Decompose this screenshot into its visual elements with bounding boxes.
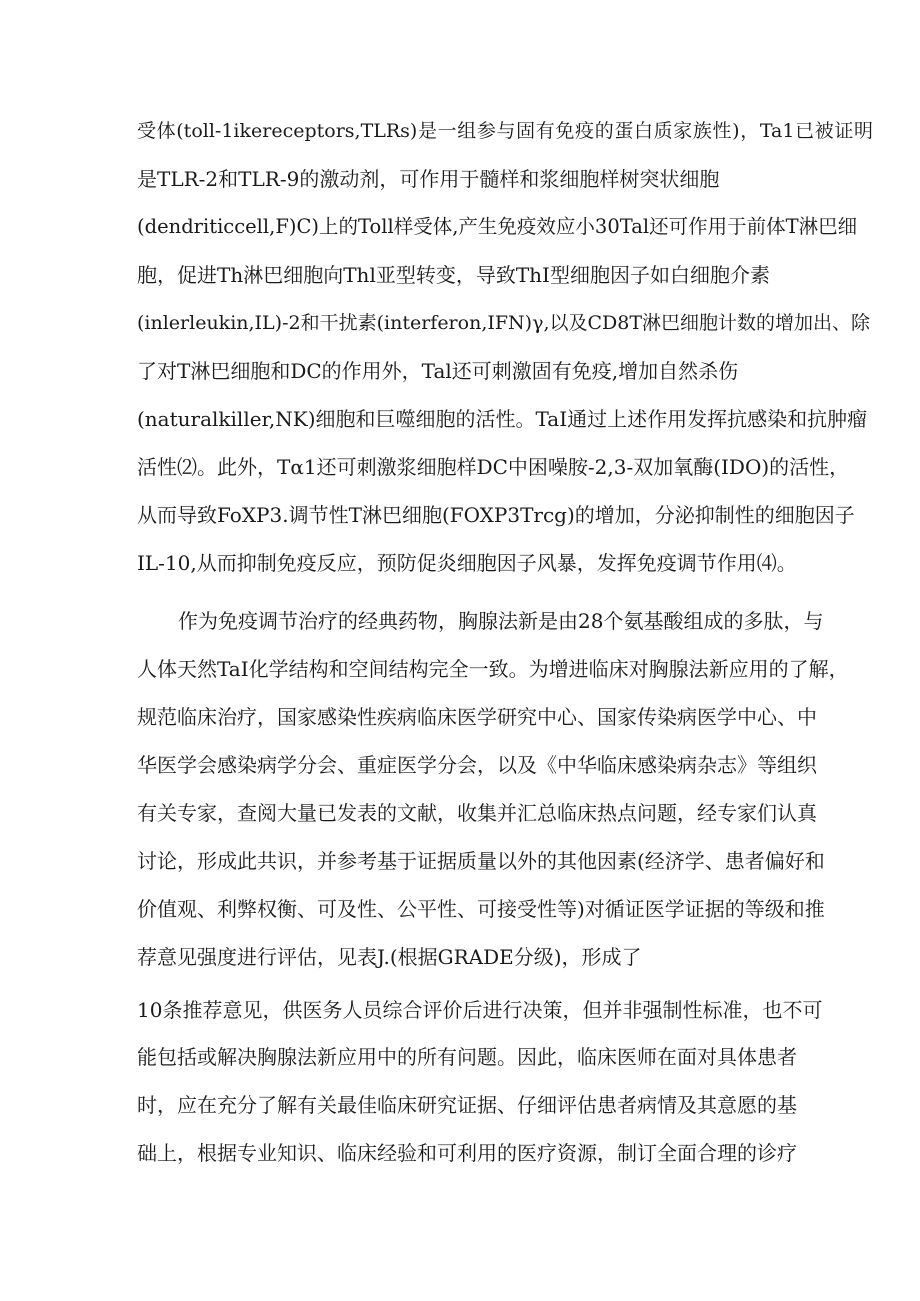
text-line: IL-10,从而抑制免疫反应，预防促炎细胞因子风暴，发挥免疫调节作用⑷。 bbox=[137, 551, 797, 575]
text-line: 荐意见强度进行评估，见表J.(根据GRADE分级)，形成了 bbox=[137, 945, 642, 969]
text-line: 胞，促进Th淋巴细胞向Thl亚型转变，导致ThI型细胞因子如白细胞介素 bbox=[137, 263, 770, 287]
text-line: (inlerleukin,IL)-2和干扰素(interferon,IFN)γ,以及CD8T淋巴细胞计数的增加出、除 bbox=[137, 312, 871, 334]
text-line: 讨论，形成此共识，并参考基于证据质量以外的其他因素(经济学、患者偏好和 bbox=[137, 849, 825, 873]
text-line: (dendriticcell,F)C)上的Toll样受体,产生免疫效应小30Tal还可作用于前体T淋巴细 bbox=[137, 215, 858, 238]
text-line: 能包括或解决胸腺法新应用中的所有问题。因此，临床医师在面对具体患者 bbox=[137, 1045, 797, 1069]
text-line: 受体(toll-1ikereceptors,TLRs)是一组参与固有免疫的蛋白质家族性)，Ta1已被证明 bbox=[137, 120, 873, 142]
text-line: 价值观、利弊权衡、可及性、公平性、可接受性等)对循证医学证据的等级和推 bbox=[137, 897, 825, 921]
text-line: 了对T淋巴细胞和DC的作用外，Tal还可刺激固有免疫,增加自然杀伤 bbox=[137, 359, 739, 383]
text-line: 活性⑵。此外，Tα1还可刺激浆细胞样DC中困噪胺-2,3-双加氧酶(IDO)的活性， bbox=[137, 455, 850, 479]
text-line: 华医学会感染病学分会、重症医学分会，以及《中华临床感染病杂志》等组织 bbox=[137, 753, 817, 777]
text-line: 规范临床治疗，国家感染性疾病临床医学研究中心、国家传染病医学中心、中 bbox=[137, 705, 817, 729]
text-line: 人体天然TaI化学结构和空间结构完全一致。为增进临床对胸腺法新应用的了解， bbox=[137, 657, 849, 681]
text-line: 10条推荐意见，供医务人员综合评价后进行决策，但并非强制性标准，也不可 bbox=[137, 998, 823, 1022]
text-line: 础上，根据专业知识、临床经验和可利用的医疗资源，制订全面合理的诊疗 bbox=[137, 1141, 797, 1165]
text-line: 有关专家，查阅大量已发表的文献，收集并汇总临床热点问题，经专家们认真 bbox=[137, 801, 817, 825]
text-line: 从而导致FoXP3.调节性T淋巴细胞(FOXP3Trcg)的增加，分泌抑制性的细胞因子 bbox=[137, 503, 855, 527]
text-line: (naturalkiller,NK)细胞和巨噬细胞的活性。TaI通过上述作用发挥抗感染和抗肿瘤 bbox=[137, 407, 868, 431]
text-line: 是TLR-2和TLR-9的激动剂，可作用于髓样和浆细胞样树突状细胞 bbox=[137, 167, 720, 191]
text-line: 时，应在充分了解有关最佳临床研究证据、仔细评估患者病情及其意愿的基 bbox=[137, 1093, 797, 1117]
text-line: 作为免疫调节治疗的经典药物，胸腺法新是由28个氨基酸组成的多肽，与 bbox=[178, 609, 824, 633]
